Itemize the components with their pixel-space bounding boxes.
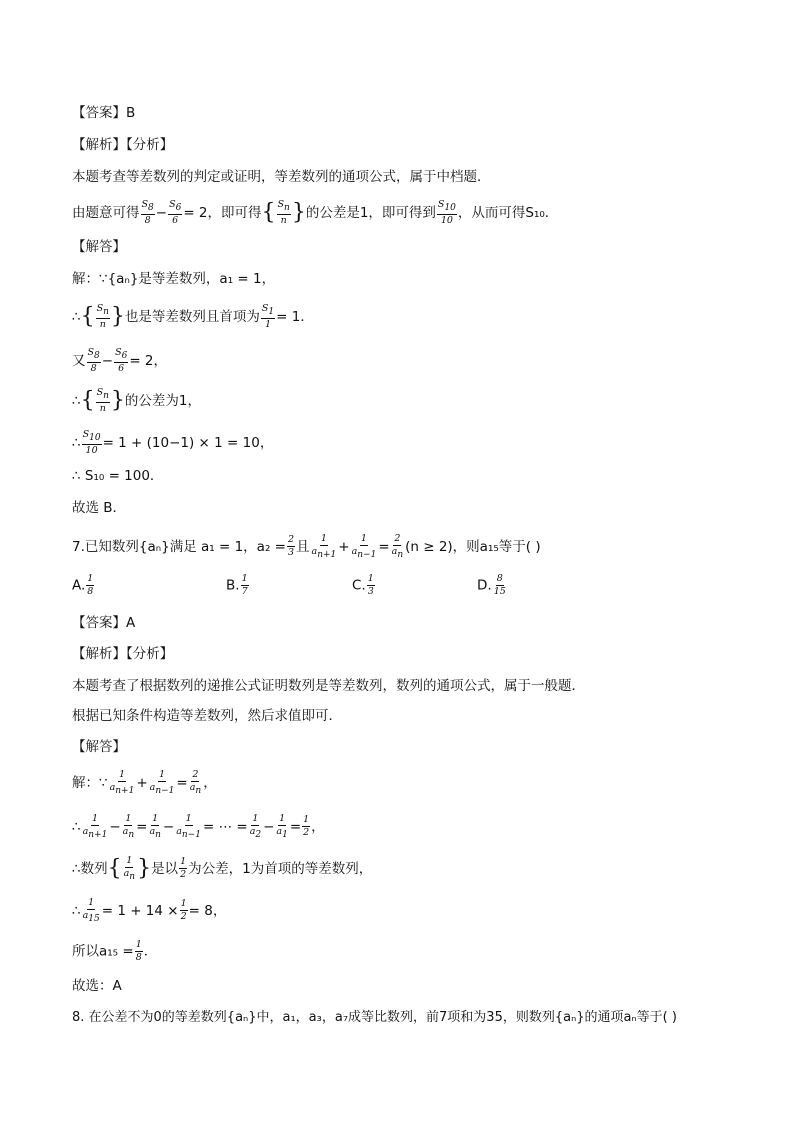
solution-label-q7: 【解答】	[72, 739, 126, 755]
question-7-stem: 7.已知数列{aₙ}满足 a₁ = 1，a₂ = $\frac{2}{3}$ 且 $\frac{1}{a_{n+1}}$ + $\frac{1}{a_{n-1}}$ = $\frac{2}{a_n}$ (n ≥ 2)，则a₁₅等于( )	[72, 533, 541, 560]
analysis-idea-q6: 由题意可得 $\frac{S_8}{8}$ − $\frac{S_6}{6}$ = 2，即可得{ $\frac{S_n}{n}$ }的公差是1，即可得到 $\frac{S_{10}}{10}$ ，从而可得S₁₀．	[72, 199, 559, 226]
choice-line-q7: 故选：A	[72, 978, 122, 994]
option-d: D. $\frac{8}{15}$	[477, 573, 506, 597]
answer-label-q6: 【答案】B	[72, 105, 136, 121]
solution-line-6-q6: ∴ S₁₀ = 100．	[72, 468, 164, 484]
question-8-stem: 8. 在公差不为0的等差数列{aₙ}中，a₁，a₃，a₇成等比数列，前7项和为35，则数列{aₙ}的通项aₙ等于( )	[72, 1010, 677, 1025]
analysis-intro-q6: 本题考查等差数列的判定或证明，等差数列的通项公式，属于中档题．	[72, 169, 491, 185]
solution-line-2-q7: ∴ $\frac{1}{a_{n+1}}$ − $\frac{1}{a_n}$ = $\frac{1}{a_n}$ − $\frac{1}{a_{n-1}}$ = ⋯ = $\frac{1}{a_2}$ − $\frac{1}{a_1}$ = $\frac{1}{2}$ ，	[72, 813, 325, 840]
solution-line-3-q6: 又 $\frac{S_8}{8}$ − $\frac{S_6}{6}$ = 2，	[72, 347, 168, 374]
solution-line-4-q6: ∴{ $\frac{S_n}{n}$ }的公差为1，	[72, 387, 201, 414]
choice-line-q6: 故选 B．	[72, 500, 127, 516]
solution-line-5-q6: ∴ $\frac{S_{10}}{10}$ = 1 + (10−1) × 1 = 10，	[72, 429, 274, 456]
option-b: B. $\frac{1}{7}$	[226, 573, 248, 597]
solution-line-5-q7: 所以a₁₅ = $\frac{1}{8}$ ．	[72, 939, 158, 963]
solution-line-1-q6: 解：∵{aₙ}是等差数列，a₁ = 1，	[72, 271, 276, 287]
analysis-intro-q7: 本题考查了根据数列的递推公式证明数列是等差数列，数列的通项公式，属于一般题．	[72, 678, 585, 694]
analysis-label-q6: 【解析】【分析】	[72, 137, 174, 153]
analysis-idea-q7: 根据已知条件构造等差数列，然后求值即可．	[72, 708, 342, 724]
solution-line-4-q7: ∴ $\frac{1}{a_{15}}$ = 1 + 14 × $\frac{1}{2}$ = 8，	[72, 897, 227, 924]
answer-label-q7: 【答案】A	[72, 615, 136, 631]
option-c: C. $\frac{1}{3}$	[352, 573, 374, 597]
solution-line-1-q7: 解：∵ $\frac{1}{a_{n+1}}$ + $\frac{1}{a_{n-1}}$ = $\frac{2}{a_n}$ ，	[72, 769, 217, 796]
solution-label-q6: 【解答】	[72, 239, 126, 255]
solution-line-2-q6: ∴{ $\frac{S_n}{n}$ }也是等差数列且首项为 $\frac{S_1}{1}$ = 1．	[72, 303, 314, 330]
option-a: A. $\frac{1}{8}$	[72, 573, 94, 597]
analysis-label-q7: 【解析】【分析】	[72, 646, 174, 662]
solution-line-3-q7: ∴数列{ $\frac{1}{a_n}$ }是以 $\frac{1}{2}$ 为公差，1为首项的等差数列，	[72, 855, 373, 882]
